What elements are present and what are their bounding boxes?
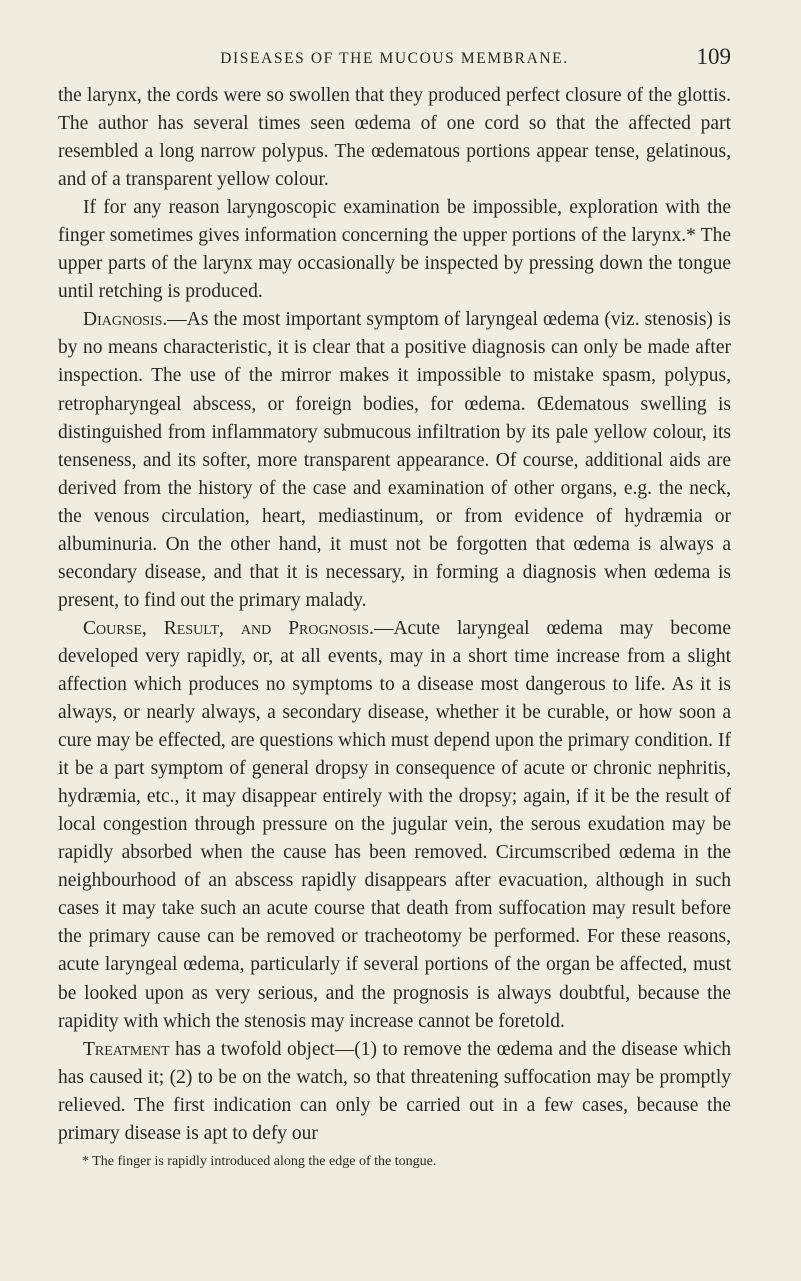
running-head: DISEASES OF THE MUCOUS MEMBRANE. — [220, 50, 569, 67]
paragraph-course — [58, 615, 731, 1036]
footnote: * The finger is rapidly introduced along the edge of the tongue. — [82, 1153, 437, 1169]
page-header — [58, 44, 731, 78]
page-body — [58, 82, 731, 1171]
paragraph-diagnosis — [58, 306, 731, 615]
paragraph-continuation — [58, 82, 731, 194]
paragraph-exploration — [58, 194, 731, 306]
paragraph-text: —Acute laryngeal œdema may become developed very rapidly, or, at all events, may in a short time increase from a slight affection which produces no symptoms to a disease most dangerous to life. As it is always, or nearly always, a secondary disease, whether it be curable, or how soon a cure may be effected, are questions which must depend upon the primary condition. If it be a part symptom of general dropsy in consequence of acute or chronic nephritis, hydræmia, etc., it may disappear entirely with the dropsy; again, if it be the result of local congestion through pressure on the jugular vein, the serous exudation may be rapidly absorbed when the cause has been removed. Circumscribed œdema in the neighbourhood of an abscess rapidly disappears after evacuation, although in such cases it may take such an acute course that death from suffocation may result before the primary cause can be removed or tracheotomy be performed. For these reasons, acute laryngeal œdema, particularly if several portions of the organ be affected, must be looked upon as very serious, and the prognosis is always doubtful, because the rapidity with which the stenosis may increase cannot be foretold. — [58, 617, 731, 1032]
page-number: 109 — [696, 44, 731, 69]
paragraph-treatment — [58, 1036, 731, 1148]
paragraph-text: has a twofold object—(1) to remove the œdema and the disease which has caused it; (2) to be on the watch, so that threatening suffocation may be promptly relieved. The first indication can only be carried out in a few cases, because the primary disease is apt to defy our — [58, 1038, 731, 1144]
section-heading-course: Course, Result, and Prognosis. — [83, 617, 374, 639]
paragraph-text: —As the most important symptom of laryngeal œdema (viz. stenosis) is by no means characteristic, it is clear that a positive diagnosis can only be made after inspection. The use of the mirror makes it impossible to mistake spasm, polypus, retropharyngeal abscess, or foreign bodies, for œdema. Œdematous swelling is distinguished from inflammatory submucous infiltration by its pale yellow colour, its tenseness, and its softer, more transparent appearance. Of course, additional aids are derived from the history of the case and examination of other organs, e.g. the neck, the venous circulation, heart, mediastinum, or from evidence of hydræmia or albuminuria. On the other hand, it must not be forgotten that œdema is always a secondary disease, and that it is necessary, in forming a diagnosis when œdema is present, to find out the primary malady. — [58, 309, 731, 611]
section-heading-treatment: Treatment — [83, 1038, 170, 1060]
section-heading-diagnosis: Diagnosis. — [83, 309, 168, 331]
paragraph-text: If for any reason laryngoscopic examination be impossible, exploration with the finger sometimes gives information concerning the upper portions of the larynx.* The upper parts of the larynx may occasionally be inspected by pressing down the tongue until retching is produced. — [58, 197, 731, 303]
paragraph-text: the larynx, the cords were so swollen that they produced perfect closure of the glottis. The author has several times seen œdema of one cord so that the affected part resembled a long narrow polypus. The œdematous portions appear tense, gelatinous, and of a transparent yellow colour. — [58, 85, 731, 191]
